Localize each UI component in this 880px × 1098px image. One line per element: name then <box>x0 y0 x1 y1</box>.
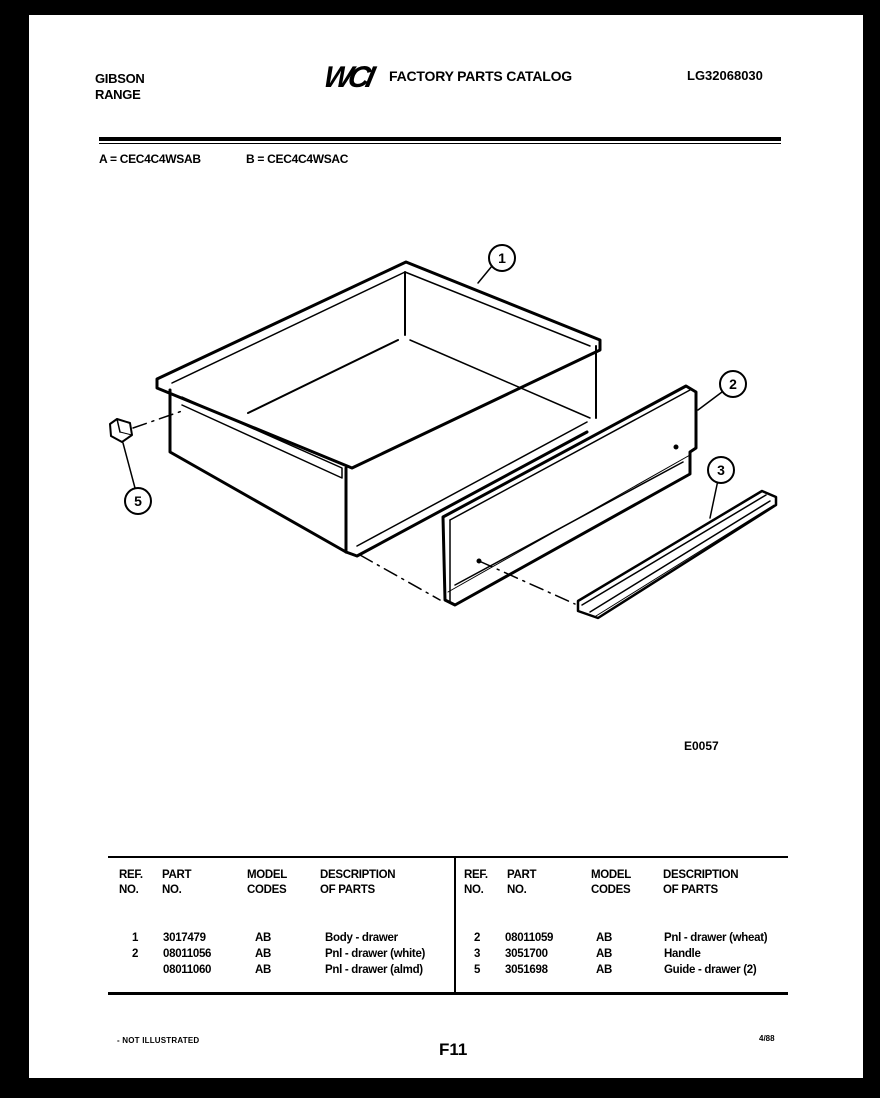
table-top-rule <box>108 856 788 858</box>
callout-2-label: 2 <box>729 376 737 392</box>
table-row: 2 <box>474 932 481 944</box>
guide-part <box>110 419 132 442</box>
header-part-no-right: PART NO. <box>507 869 537 896</box>
table-column-divider <box>454 858 456 994</box>
drawing-code: E0057 <box>684 739 719 753</box>
exploded-diagram <box>29 15 863 1078</box>
table-bottom-rule <box>108 992 788 995</box>
table-row: 1 <box>132 932 139 944</box>
header-model-codes: MODEL CODES <box>247 869 288 896</box>
table-row: 5 <box>474 964 481 976</box>
col-part-left: 3017479 08011056 08011060 <box>163 932 212 976</box>
callout-1-label: 1 <box>498 250 506 266</box>
header-model-codes-right: MODEL CODES <box>591 869 632 896</box>
footer-note: - NOT ILLUSTRATED <box>117 1036 200 1045</box>
col-ref-right <box>474 930 480 978</box>
product-type: RANGE <box>95 87 141 102</box>
header-description: DESCRIPTION OF PARTS <box>320 869 396 896</box>
col-desc-left: Body - drawer Pnl - drawer (white) Pnl - drawer (almd) <box>325 932 426 976</box>
catalog-page <box>29 15 863 1078</box>
header-ref-no-right: REF. NO. <box>464 869 488 896</box>
model-a: A = CEC4C4WSAB <box>99 152 201 166</box>
catalog-id: LG32068030 <box>687 68 763 83</box>
col-ref-left <box>132 930 138 978</box>
header-ref-no: REF. NO. <box>119 869 143 896</box>
model-b: B = CEC4C4WSAC <box>246 152 349 166</box>
header-description-right: DESCRIPTION OF PARTS <box>663 869 739 896</box>
col-codes-right: AB AB AB <box>596 932 613 976</box>
callout-3-label: 3 <box>717 462 725 478</box>
wci-logo: WCI <box>320 61 374 94</box>
col-desc-right: Pnl - drawer (wheat) Handle Guide - drawer (2) <box>664 932 768 976</box>
brand-name: GIBSON <box>95 71 145 86</box>
col-part-right: 08011059 3051700 3051698 <box>505 932 554 976</box>
col-codes-left: AB AB AB <box>255 932 272 976</box>
table-row <box>132 962 138 978</box>
table-row: 2 <box>132 948 139 960</box>
footer-date: 4/88 <box>759 1034 775 1043</box>
page-number: F11 <box>439 1040 468 1059</box>
header-part-no: PART NO. <box>162 869 192 896</box>
callout-5-label: 5 <box>134 493 142 509</box>
table-row: 3 <box>474 948 481 960</box>
catalog-title: FACTORY PARTS CATALOG <box>389 68 572 84</box>
